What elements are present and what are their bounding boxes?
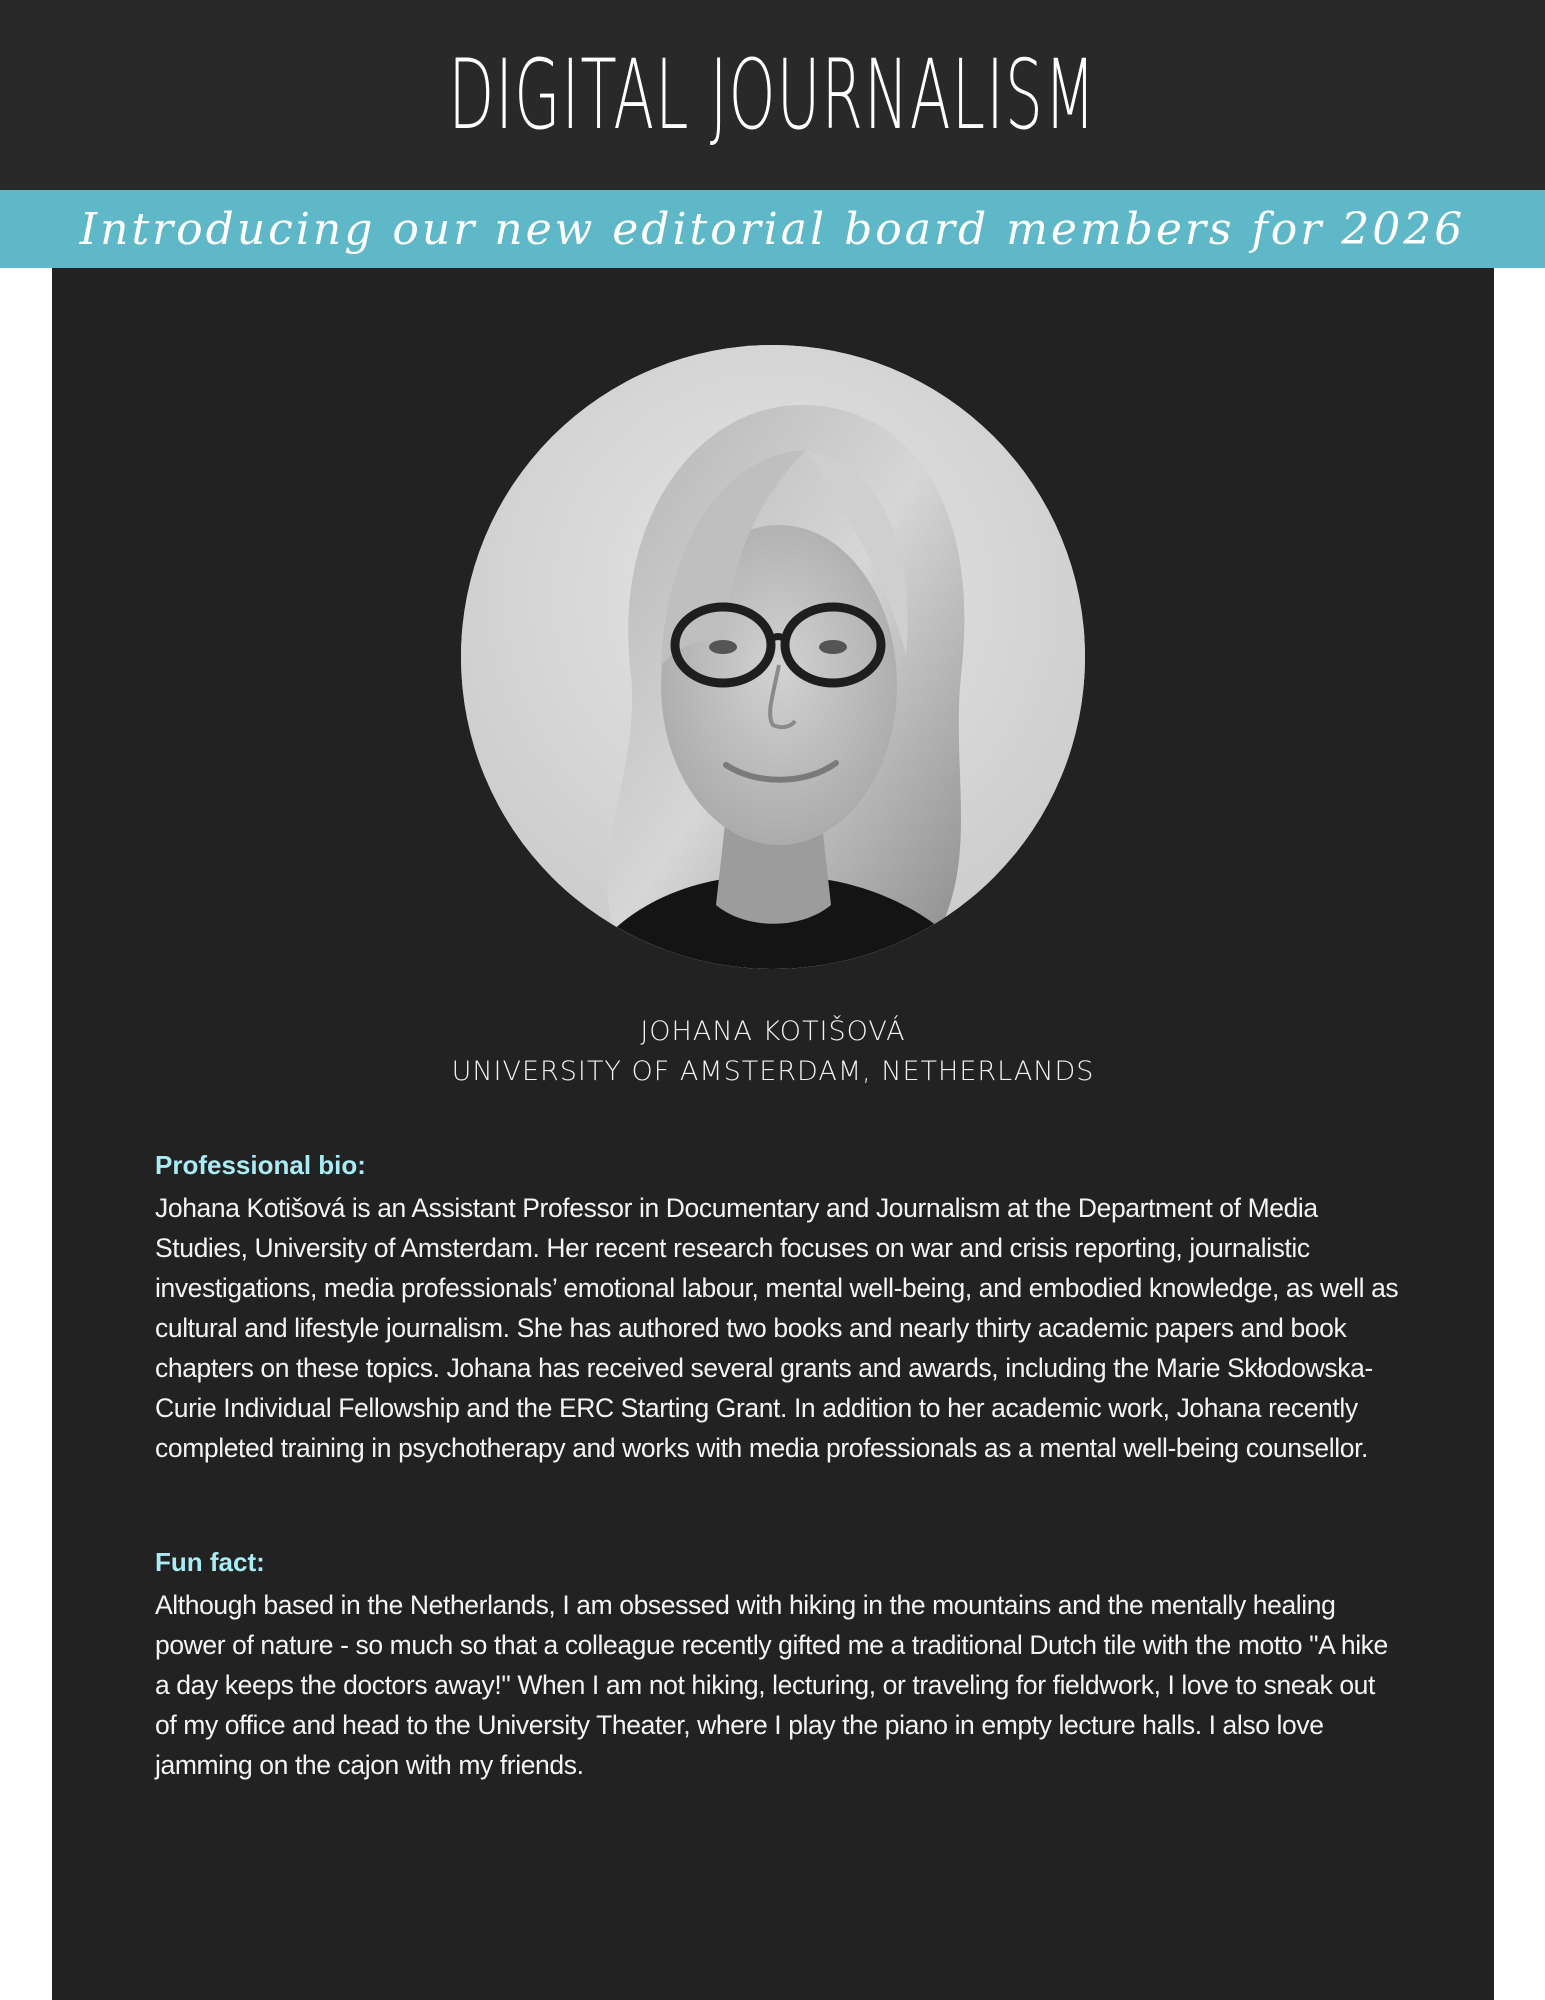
- bio-text: Johana Kotišová is an Assistant Professor in Documentary and Journalism at the Department of Media Studies, University of Amsterdam. Her recent research focuses on war and crisis reporting, journalistic investigations, media professionals’ emotional labour, mental well-being, and embodied knowledge, as well as cultural and lifestyle journalism. She has authored two books and nearly thirty academic papers and book chapters on these topics. Johana has received several grants and awards, including the Marie Skłodowska-Curie Individual Fellowship and the ERC Starting Grant. In addition to her academic work, Johana recently completed training in psychotherapy and works with media professionals as a mental well-being counsellor.: [155, 1193, 1399, 1463]
- announcement-banner: [0, 190, 1545, 268]
- announcement-text: Introducing our new editorial board members for 2026: [79, 203, 1466, 255]
- fun-fact-heading: Fun fact:: [155, 1547, 265, 1577]
- member-name: JOHANA KOTIŠOVÁ: [640, 1016, 906, 1047]
- journal-title: DIGITAL JOURNALISM: [448, 39, 1097, 151]
- member-affiliation: UNIVERSITY OF AMSTERDAM, NETHERLANDS: [451, 1056, 1095, 1087]
- fun-fact-text: Although based in the Netherlands, I am obsessed with hiking in the mountains and the mentally healing power of nature - so much so that a colleague recently gifted me a traditional Dutch tile with the motto "A hike a day keeps the doctors away!" When I am not hiking, lecturing, or traveling for fieldwork, I love to sneak out of my office and head to the University Theater, where I play the piano in empty lecture halls. I also love jamming on the cajon with my friends.: [155, 1590, 1388, 1780]
- bio-heading: Professional bio:: [155, 1150, 366, 1180]
- profile-panel: [52, 268, 1494, 2000]
- portrait-photo: [461, 345, 1085, 969]
